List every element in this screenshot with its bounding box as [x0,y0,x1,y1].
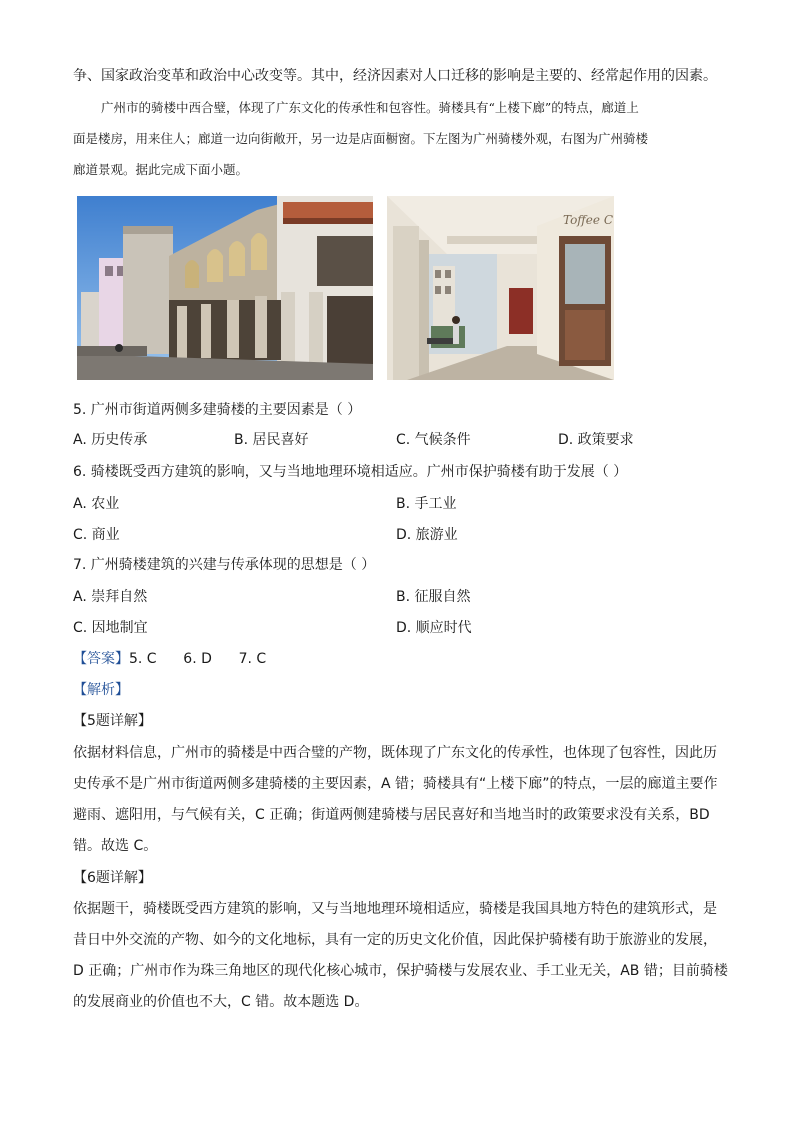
detail-6-title: 【6题详解】 [73,870,152,886]
corridor-shop-sign: Toffee C [563,213,613,227]
arcade-exterior-photo [77,196,373,380]
detail-5-line-4: 错。故选 C。 [73,838,158,854]
material-line-2: 面是楼房，用来住人；廊道一边向街敞开，另一边是店面橱窗。下左图为广州骑楼外观，右图为广州骑楼 [73,131,649,146]
q5-option-d: D. 政策要求 [558,432,634,448]
question-6-stem: 6. 骑楼既受西方建筑的影响，又与当地地理环境相适应。广州市保护骑楼有助于发展（ ） [73,464,628,480]
detail-5-line-3: 避雨、遮阳用，与气候有关，C 正确；街道两侧建骑楼与居民喜好和当地当时的政策要求没有关系，BD [73,807,710,823]
q6-option-a: A. 农业 [73,496,120,512]
q6-option-d: D. 旅游业 [396,527,458,543]
detail-5-line-2: 史传承不是广州市街道两侧多建骑楼的主要因素，A 错；骑楼具有“上楼下廊”的特点，一层的廊道主要作 [73,776,718,792]
detail-6-line-2: 昔日中外交流的产物、如今的文化地标，具有一定的历史文化价值，因此保护骑楼有助于旅游业的发展， [73,932,717,948]
q6-option-b: B. 手工业 [396,496,457,512]
material-line-1: 广州市的骑楼中西合璧，体现了广东文化的传承性和包容性。骑楼具有“上楼下廊”的特点，廊道上 [101,100,639,115]
q7-option-b: B. 征服自然 [396,589,471,605]
detail-6-line-3: D 正确；广州市作为珠三角地区的现代化核心城市，保护骑楼与发展农业、手工业无关，AB 错；目前骑楼 [73,963,728,979]
q5-option-c: C. 气候条件 [396,432,471,448]
detail-5-title: 【5题详解】 [73,713,152,729]
q5-option-b: B. 居民喜好 [234,432,309,448]
material-line-3: 廊道景观。据此完成下面小题。 [73,162,249,177]
q6-option-c: C. 商业 [73,527,120,543]
detail-6-line-4: 的发展商业的价值也不大，C 错。故本题选 D。 [73,994,369,1010]
q5-option-a: A. 历史传承 [73,432,148,448]
detail-5-line-1: 依据材料信息，广州市的骑楼是中西合璧的产物，既体现了广东文化的传承性，也体现了包容性，因此历 [73,745,717,761]
q7-option-d: D. 顺应时代 [396,620,472,636]
intro-tail-text: 争、国家政治变革和政治中心改变等。其中，经济因素对人口迁移的影响是主要的、经常起作用的因素。 [73,68,717,84]
q7-option-c: C. 因地制宜 [73,620,148,636]
answer-text: 5. C 6. D 7. C [129,651,267,667]
answer-line [73,649,266,669]
question-5-stem: 5. 广州市街道两侧多建骑楼的主要因素是（ ） [73,402,362,418]
q7-option-a: A. 崇拜自然 [73,589,148,605]
arcade-corridor-photo [387,196,614,380]
detail-6-line-1: 依据题干，骑楼既受西方建筑的影响，又与当地地理环境相适应，骑楼是我国具地方特色的建筑形式，是 [73,901,717,917]
question-7-stem: 7. 广州骑楼建筑的兴建与传承体现的思想是（ ） [73,557,376,573]
analysis-label: 【解析】 [73,682,129,698]
answer-label: 【答案】 [73,651,129,667]
